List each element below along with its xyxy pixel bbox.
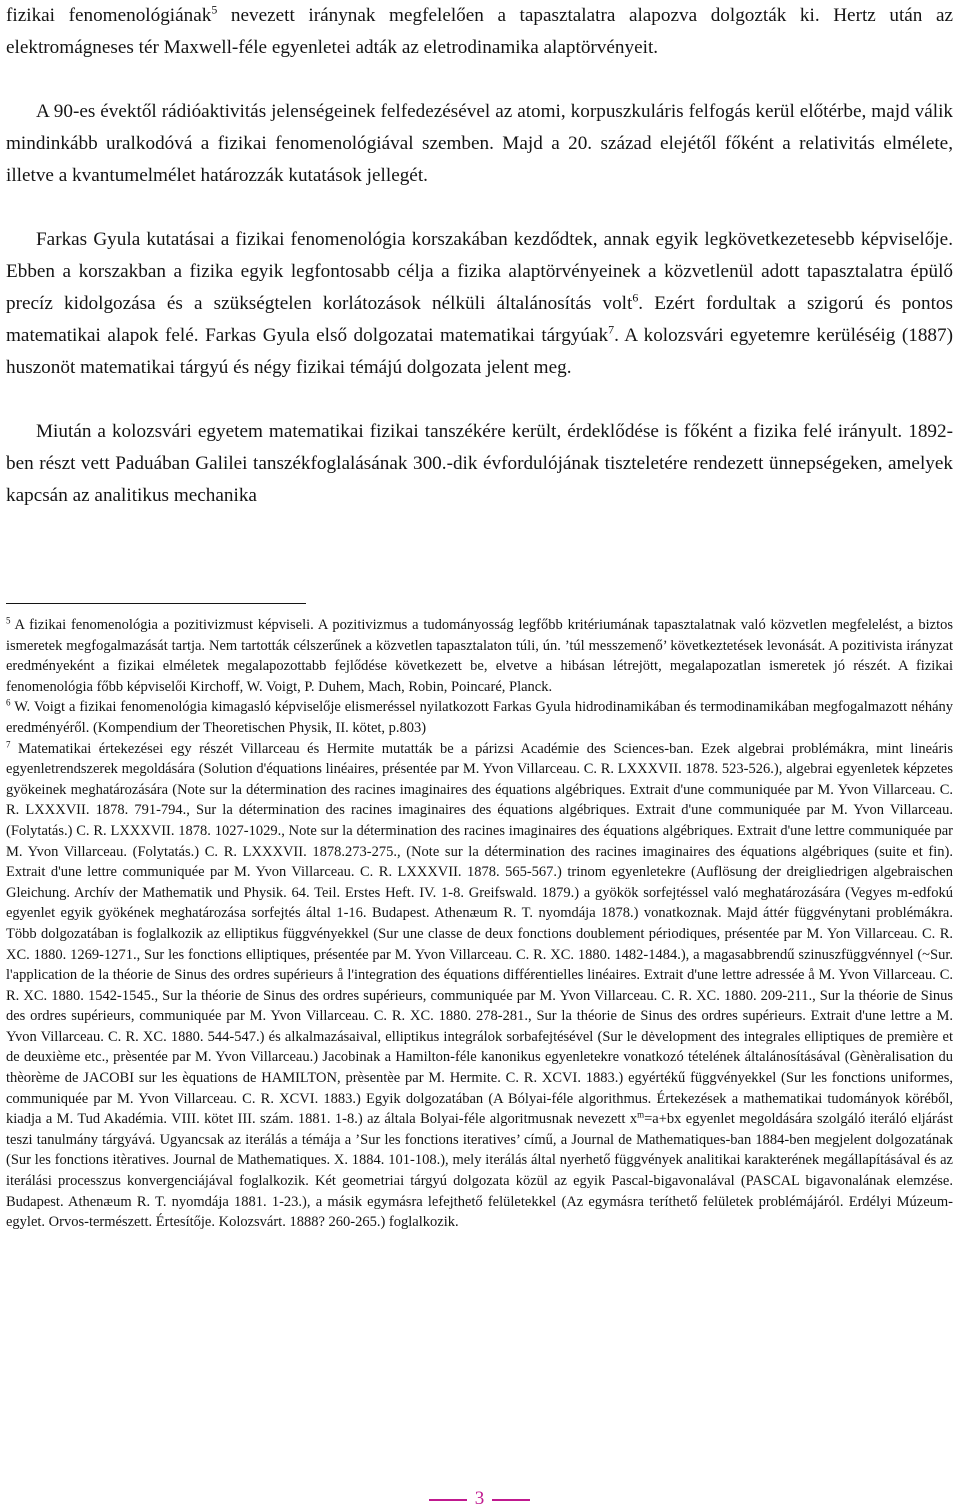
text-run: Miután a kolozsvári egyetem matematikai fizikai tanszékére került, érdeklődése is főként a fizika felé irányult. 1892-ben részt vett Paduában Galilei tanszékfoglalásának 300.-dik évfordulójának tiszteletére rendezett ünnepségeken, amelyek kapcsán az analitikus mechanika [6, 421, 953, 506]
text-run: A fizikai fenomenológia a pozitivizmust képviseli. A pozitivizmus a tudományosság legfőbb kritériumának tapasztalatnak való közvetlen megfelelést, a biztos ismeretek megfogalmazását tartja. Nem tartották célszerűnek a közvetlen tapasztalaton túli, ún. ’túl messzemenő’ következtetések levonását. A pozitivista irányzat eredményeként a fizikai elméletek megalapozottabb fejlődése következett be, elvetve a hibásan létrejött, megalapozatlan ismeretek jó részét. A fizikai fenomenológia főbb képviselői Kirchoff, W. Voigt, P. Duhem, Mach, Robin, Poincaré, Planck. [6, 617, 953, 695]
footnote [6, 739, 953, 1233]
footnote-marker: 5 [6, 615, 11, 626]
footnote-separator [6, 603, 306, 604]
document-page [6, 0, 953, 1509]
text-run: . A kolozsvári egyetemre kerüléséig (1887) huszonöt matematikai tárgyú és négy fizikai témájú dolgozata jelent meg. [6, 325, 953, 378]
page-number-dash-right [492, 1499, 530, 1501]
page-number-value: 3 [474, 1488, 485, 1509]
page-number [6, 1488, 953, 1510]
footnote-marker: 5 [211, 2, 218, 17]
footnote-marker: m [637, 1109, 645, 1120]
text-run: =a+bx egyenlet megoldására szolgáló iteráló eljárást teszi tanulmány tárgyává. Ugyancsak az iterálás a témája a ’Sur les fonctions iteratives’ című, a Journal de Mathematiques-ban 1884-ben megjelent dolgozatának (Sur les fonctions itèratives. Journal de Mathematiques. X. 1884. 101-108.), mely iterálás által nyerhető függvények analitikai karakterének megállapításával és az iterálási processzus konvergenciájával foglalkozik. Két geometriai tárgyú dolgozata közül az egyik Pascal-bigavonalával (PASCAL bigavonalának elemzése. Budapest. Athenæum R. T. nyomdája 1881. 1-23.), a másik egymásra lefejthető felületekkel (Az egymásra teríthető felületek problémájáról. Erdélyi Múzeum-egylet. Orvos-természett. Értesítője. Kolozsvárt. 1888? 260-265.) foglalkozik. [6, 1111, 953, 1231]
footnote-marker: 7 [608, 322, 615, 337]
paragraph [6, 224, 953, 384]
text-run: fizikai fenomenológiának [6, 5, 212, 26]
footnote-marker: 6 [6, 697, 11, 708]
text-run: A 90-es évektől rádióaktivitás jelenségeinek felfedezésével az atomi, korpuszkuláris felfogás kerül előtérbe, majd válik mindinkább uralkodóvá a fizikai fenomenológiával szemben. Majd a 20. század elejétől főként a relativitás elmélete, illetve a kvantumelmélet határozzák kutatások jellegét. [6, 101, 953, 186]
footnotes-section [6, 615, 953, 1233]
text-run: . Ezért fordultak a szigorú és pontos matematikai alapok felé. Farkas Gyula első dolgozatai matematikai tárgyúak [6, 293, 953, 346]
paragraph [6, 96, 953, 192]
text-run: Matematikai értekezései egy részét Villarceau és Hermite mutatták be a párizsi Académie des Sciences-ban. Ezek algebrai problémákra, mint lineáris egyenletrendszerek megoldására (Solution d'équations linéaires, présentée par M. Yvon Villarceau. C. R. LXXXVII. 1878. 523-526.), algebrai egyenletek képzetes gyökeinek meghatározására (Note sur la détermination des racines imaginaires des équations algébriques. Extrait d'une communiquée par M. Yvon Villarceau. C. R. LXXXVII. 1878. 791-794., Sur la détermination des racines imaginaires des équations algébriques. Extrait d'une communiquée par M. Yvon Villarceau. (Folytatás.) C. R. LXXXVII. 1878. 1027-1029., Note sur la détermination des racines imaginaires des équations algébriques. Extrait d'une lettre communiquée par M. Yvon Villarceau. (Folytatás.) C. R. LXXXVII. 1878.273-275., (Note sur la détermination des racines imaginaires des équations algébriques (suite et fin). Extrait d'une lettre communiquée par M. Yvon Villarceau. C. R. LXXXVII. 1878. 565-567.) trinom egyenletekre (Auflösung der dreigliedrigen algebraischen Gleichung. Archív der Mathematik und Physik. 64. Teil. Erstes Heft. IV. 1-8. Greifswald. 1879.) a gyökök sorfejtéssel való meghatározására (Vegyes m-edfokú egyenlet egyik gyökének meghatározása sorfejtés által 1-16. Budapest. Athenæum R. T. nyomdája 1878.) vonatkoznak. Majd áttér függvénytani problémákra. Több dolgozatában is foglalkozik az elliptikus függvényekkel (Sur une classe de deux fonctions doublement périodiques, présentée par M. Yon Villarceau. C. R. XC. 1880. 1269-1271., Sur les fonctions elliptiques, présentée par M. Yvon Villarceau. C. R. XC. 1880. 1482-1484.), a magasabbrendű szinuszfüggvénnyel (~Sur. l'application de la théorie de Sinus des ordres supérieurs å l'integration des équations différentielles linéaires. Extrait d'une lettre adressée å M. Yvon Villarceau. C. R. XC. 1880. 1542-1545., Sur la théorie de Sinus des ordres supérieurs, communiquée par M. Yvon Villarceau. C. R. XC. 1880. 209-211., Sur la théorie de Sinus des ordres supérieurs, communiquée par M. Yvon Villarceau. C. R. XC. 1880. 278-281., Sur la théorie de Sinus des ordres supérieurs. Extrait d'une lettre a M. Yvon Villarceau. C. R. XC. 1880. 544-547.) és alkalmazásaival, elliptikus integrálok sorbafejtésével (Sur le dėvelopment des integrales elliptiques de première et de deuxième etc., prèsentée par M. Yvon Villarceau.) Jacobinak a Hamilton-féle kanonikus egyenletekre vonatkozó tételének általánosításával (Gènèralisation du thèorème de JACOBI sur les èquations de HAMILTON, prèsentèe par M. Hermite. C. R. XCVI. 1883.) egyértékű függvényekkel (Sur les fonctions uniformes, communiquée par M. Yvon Villarceau. C. R. XCVI. 1883.) Egyik dolgozatában (A Bólyai-féle algorithmus. Értekezések a mathematikai tudományok köréből, kiadja a M. Tud Akadémia. VIII. kötet III. szám. 1881. 1-8.) az általa Bolyai-féle algoritmusnak nevezett x [6, 740, 953, 1128]
footnote-marker: 7 [6, 739, 11, 749]
text-run: W. Voigt a fizikai fenomenológia kimagasló képviselője elismeréssel nyilatkozott Farkas Gyula hidrodinamikában és termodinamikában megfogalmazott néhány eredményéről. (Kompendium der Theoretischen Physik, II. kötet, p.803) [6, 699, 953, 736]
footnote [6, 615, 953, 697]
page-number-dash-left [429, 1499, 467, 1501]
footnote-marker: 6 [632, 290, 639, 305]
text-run: nevezett iránynak megfelelően a tapasztalatra alapozva dolgozták ki. Hertz után az elektromágneses tér Maxwell-féle egyenletei adták az eletrodinamika alaptörvényeit. [6, 5, 953, 58]
footnote [6, 697, 953, 738]
paragraph [6, 416, 953, 512]
body-text [6, 0, 953, 512]
text-run: Farkas Gyula kutatásai a fizikai fenomenológia korszakában kezdődtek, annak egyik legkövetkezetesebb képviselője. Ebben a korszakban a fizika egyik legfontosabb célja a fizika alaptörvényeinek a közvetlenül adott tapasztalatra épülő precíz kidolgozása és a szükségtelen korlátozások nélküli általánosítás volt [6, 229, 953, 314]
paragraph [6, 0, 953, 64]
